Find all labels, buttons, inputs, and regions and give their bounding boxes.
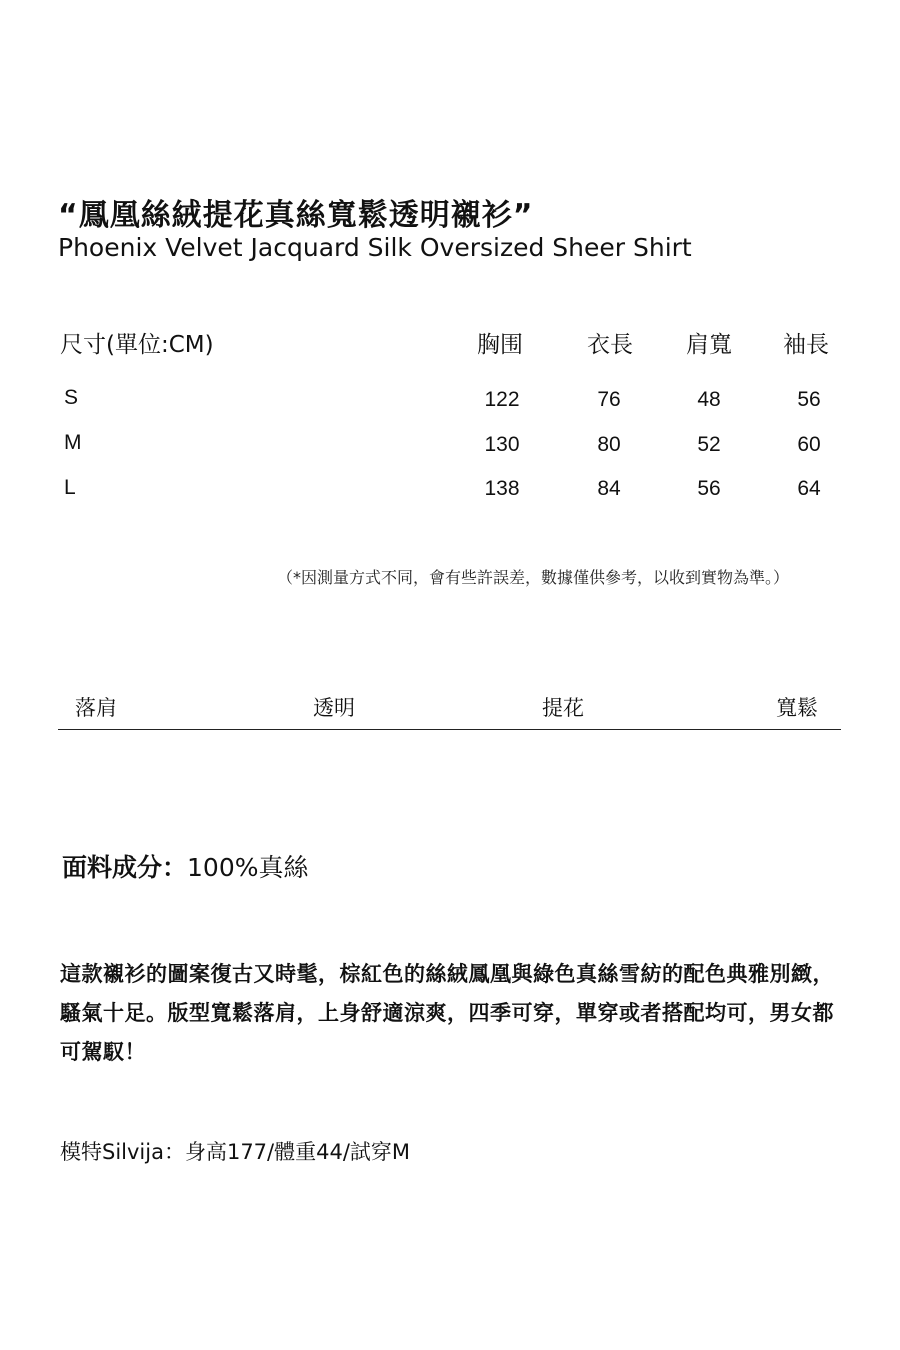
value-shoulder: 48	[697, 388, 721, 411]
value-chest: 122	[484, 388, 520, 411]
model-info: 模特Silvija：身高177/體重44/試穿M	[60, 1140, 411, 1164]
measurement-note: （*因測量方式不同，會有些許誤差，數據僅供參考，以收到實物為準。）	[277, 568, 790, 587]
product-title-zh: “鳳凰絲絨提花真絲寬鬆透明襯衫”	[58, 198, 534, 233]
feature-divider	[58, 729, 841, 730]
size-label: M	[64, 431, 82, 454]
value-shoulder: 52	[697, 433, 721, 456]
fabric-label: 面料成分：	[62, 853, 188, 882]
value-chest: 138	[484, 477, 520, 500]
size-label: L	[64, 476, 76, 499]
feature-jacquard: 提花	[542, 696, 584, 720]
fabric-value: 100%真絲	[187, 853, 309, 882]
header-length: 衣長	[587, 332, 633, 358]
header-chest: 胸围	[477, 332, 523, 358]
value-length: 84	[597, 477, 621, 500]
value-length: 76	[597, 388, 621, 411]
size-unit-label: 尺寸(單位:CM)	[60, 332, 214, 358]
value-sleeve: 60	[797, 433, 821, 456]
value-length: 80	[597, 433, 621, 456]
size-label: S	[64, 386, 79, 409]
product-description: 這款襯衫的圖案復古又時髦，棕紅色的絲絨鳳凰與綠色真絲雪紡的配色典雅別緻，騷氣十足。版型寬鬆落肩，上身舒適涼爽，四季可穿，單穿或者搭配均可，男女都可駕馭！	[60, 962, 834, 1064]
value-chest: 130	[484, 433, 520, 456]
value-sleeve: 64	[797, 477, 821, 500]
feature-drop-shoulder: 落肩	[75, 696, 117, 720]
product-title-en: Phoenix Velvet Jacquard Silk Oversized Sheer Shirt	[58, 233, 692, 262]
header-sleeve: 袖長	[783, 332, 829, 358]
fabric-composition	[62, 848, 309, 884]
feature-sheer: 透明	[313, 696, 355, 720]
feature-oversized: 寬鬆	[776, 696, 818, 720]
value-shoulder: 56	[697, 477, 721, 500]
header-shoulder: 肩寬	[686, 332, 732, 358]
value-sleeve: 56	[797, 388, 821, 411]
